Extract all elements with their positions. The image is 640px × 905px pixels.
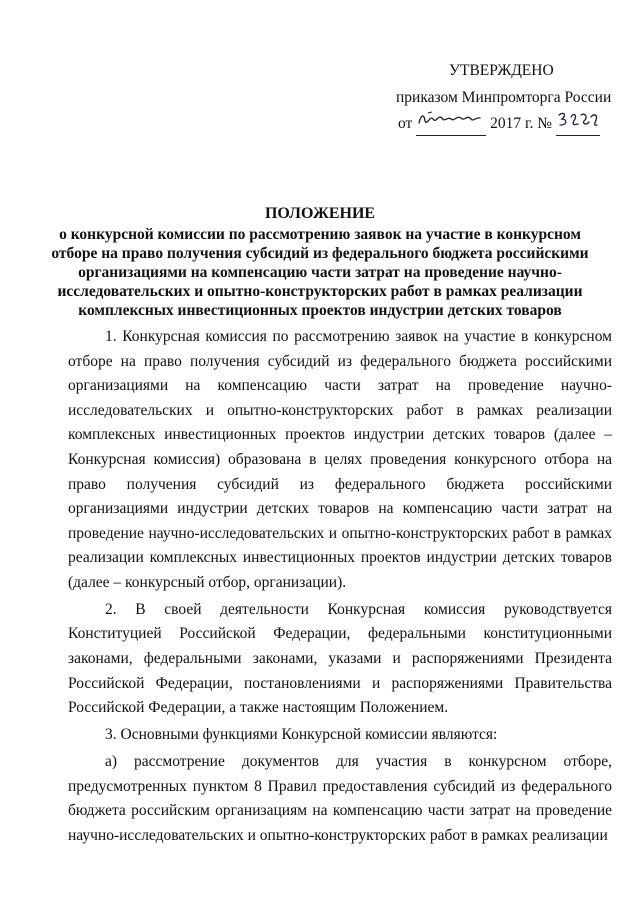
handwritten-number <box>556 109 600 136</box>
document-subtitle: о конкурсной комиссии по рассмотрению заявок на участие в конкурсном отборе на право получения субсидий из федерального бюджета российскими организациями на компенсацию части затрат на проведение научно-исследовательских и опытно-конструкторских работ в рамках реализации комплексных инвестиционных проектов индустрии детских товаров <box>51 226 589 319</box>
handwritten-date-signature <box>416 109 486 131</box>
paragraph-3: 3. Основными функциями Конкурсной комиссии являются: <box>105 726 498 744</box>
handwritten-number-signature <box>556 109 600 131</box>
document-title-block <box>40 204 600 320</box>
document-body <box>68 325 612 851</box>
order-line: приказом Минпромторга России <box>396 89 612 106</box>
paragraph-2: 2. В своей деятельности Конкурсная комиссия руководствуется Конституцией Российской Федерации, федеральными конституционными законами, федеральными законами, указами и распоряжениями Президента Российской Федерации, постановлениями и распоряжениями Правительства Российской Федерации, а также настоящим Положением. <box>68 600 612 717</box>
approved-label: УТВЕРЖДЕНО <box>449 62 554 79</box>
document-heading: ПОЛОЖЕНИЕ <box>264 205 376 222</box>
handwritten-date <box>416 109 486 136</box>
order-date-line <box>398 109 600 136</box>
paragraph-3a: а) рассмотрение документов для участия в конкурсном отборе, предусмотренных пунктом 8 Правил предоставления субсидий из федерального бюджета российским организациям на компенсацию части затрат на проведение научно-исследовательских и опытно-конструкторских работ в рамках реализации <box>68 752 612 844</box>
paragraph-1: 1. Конкурсная комиссия по рассмотрению заявок на участие в конкурсном отборе на право получения субсидий из федерального бюджета российскими организациями на компенсацию части затрат на проведение научно-исследовательских и опытно-конструкторских работ в рамках реализации комплексных инвестиционных проектов индустрии детских товаров (далее – Конкурсная комиссия) образована в целях проведения конкурсного отбора на право получения субсидий из федерального бюджета российскими организациями индустрии детских товаров на компенсацию части затрат на проведение научно-исследовательских и опытно-конструкторских работ в рамках реализации комплексных инвестиционных проектов индустрии детских товаров (далее – конкурсный отбор, организации). <box>68 328 612 591</box>
date-prefix: от <box>398 115 413 132</box>
year-and-number-label: 2017 г. № <box>490 115 553 132</box>
